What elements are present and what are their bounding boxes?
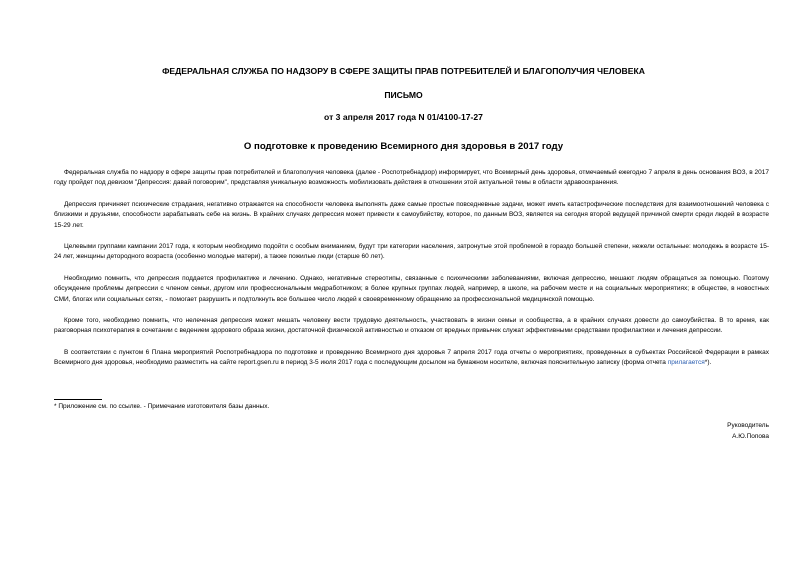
document-type: ПИСЬМО xyxy=(384,90,423,100)
paragraph-4: Необходимо помнить, что депрессия поддается профилактике и лечению. Однако, негативные стереотипы, связанные с психическими заболеваниями, включая депрессию, мешают людям обращаться за помощью. Поэтому обсуждение проблемы депрессии с членом семьи, другом или профессиональным медработником; в более крупных группах людей, например, в школе, на рабочем месте и на социальных мероприятиях; в обществе, в новостных СМИ, блогах или социальных сетях, - помогает разрушить и подтолкнуть все большее число людей к своевременному обращению за профессиональной медицинской помощью. xyxy=(54,274,769,303)
agency-title: ФЕДЕРАЛЬНАЯ СЛУЖБА ПО НАДЗОРУ В СФЕРЕ ЗАЩИТЫ ПРАВ ПОТРЕБИТЕЛЕЙ И БЛАГОПОЛУЧИЯ ЧЕЛОВЕКА xyxy=(162,66,645,76)
footnote: * Приложение см. по ссылке. - Примечание изготовителя базы данных. xyxy=(54,403,270,410)
letter-body xyxy=(54,168,769,380)
document-subject: О подготовке к проведению Всемирного дня здоровья в 2017 году xyxy=(243,141,564,152)
paragraph-6 xyxy=(54,348,769,369)
attachment-link[interactable]: прилагается xyxy=(667,359,705,367)
paragraph-2: Депрессия причиняет психические страдания, негативно отражается на способности человека выполнять даже самые простые повседневные задачи, может иметь катастрофические последствия для взаимоотношений человека с близкими и друзьями, способности зарабатывать себе на жизнь. В крайних случаях депрессия может привести к самоубийству, которое, по данным ВОЗ, является на сегодня второй ведущей причиной смерти среди людей в возрасте 15-29 лет. xyxy=(54,200,769,229)
paragraph-5: Кроме того, необходимо помнить, что нелеченая депрессия может мешать человеку вести трудовую деятельность, участвовать в жизни семьи и сообщества, а в крайних случаях довести до самоубийства. В то время, как разговорная психотерапия в сочетании с ведением здорового образа жизни, достаточной физической активностью и отказом от вредных привычек служат эффективными средствами профилактики и лечения депрессии. xyxy=(54,317,769,335)
paragraph-3: Целевыми группами кампании 2017 года, к которым необходимо подойти с особым вниманием, будут три категории населения, затронутые этой проблемой в гораздо большей степени, нежели остальные: молодежь в возрасте 15-24 лет, женщины детородного возраста (особенно молодые матери), а также пожилые люди (старше 60 лет). xyxy=(54,243,769,261)
paragraph-6-text: В соответствии с пунктом 6 Плана мероприятий Роспотребнадзора по подготовке и проведению Всемирного дня здоровья 7 апреля 2017 года отчеты о мероприятиях, проведенных в субъектах Российской Федерации в рамках Всемирного дня здоровья, необходимо разместить на сайте report.gsen.ru в период 3-5 июля 2017 года с последующим досылом на бумажном носителе, включая пояснительную записку (форма отчета xyxy=(54,348,769,367)
signatory-title: Руководитель xyxy=(727,422,769,429)
paragraph-1: Федеральная служба по надзору в сфере защиты прав потребителей и благополучия человека (далее - Роспотребнадзор) информирует, что Всемирный день здоровья, отмечаемый ежегодно 7 апреля в день основания ВОЗ, в 2017 году пройдет под девизом "Депрессия: давай поговорим", представляя уникальную возможность мобилизовать действия в отношении этой актуальной темы в области здравоохранения. xyxy=(54,169,769,187)
signatory-name: А.Ю.Попова xyxy=(732,432,769,440)
footnote-divider xyxy=(54,399,102,400)
paragraph-6-tail: *). xyxy=(704,359,712,367)
document-number: от 3 апреля 2017 года N 01/4100-17-27 xyxy=(324,112,483,122)
signature-block xyxy=(727,421,769,442)
